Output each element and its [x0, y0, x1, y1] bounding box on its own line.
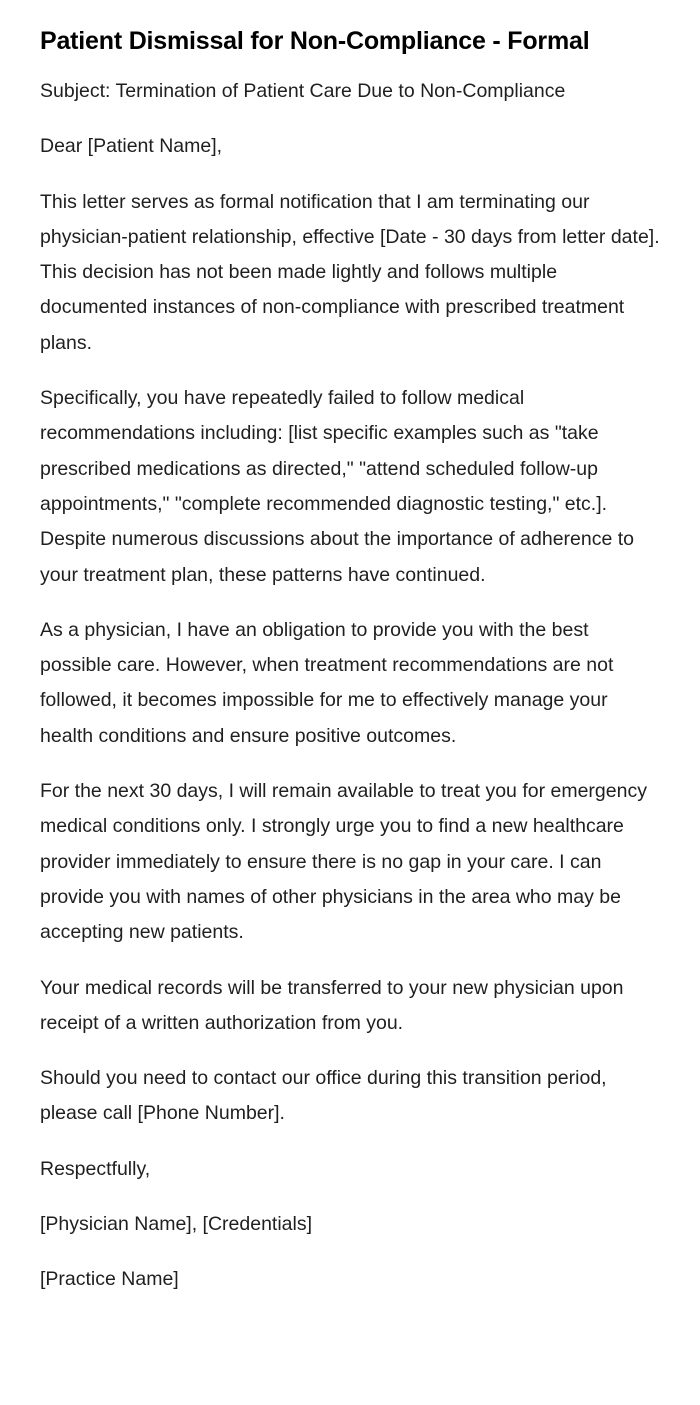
closing: Respectfully,: [40, 1157, 151, 1180]
document-title: Patient Dismissal for Non-Compliance - Formal: [40, 27, 590, 55]
subject-line: Subject: Termination of Patient Care Due to Non-Compliance: [40, 80, 566, 102]
body-paragraph-emergency-care: For the next 30 days, I will remain available to treat you for emergency medical conditions only. I strongly urge you to find a new healthcare provider immediately to ensure there is no gap in your care. I can provide you with names of other physicians in the area who may be accepting new patients.: [40, 780, 647, 944]
practice-name: [Practice Name]: [40, 1268, 179, 1291]
salutation: Dear [Patient Name],: [40, 135, 223, 158]
signature-name: [Physician Name], [Credentials]: [40, 1213, 313, 1236]
body-paragraph-contact: Should you need to contact our office during this transition period, please call [Phone Number].: [40, 1067, 607, 1125]
body-paragraph-notification: This letter serves as formal notification that I am terminating our physician-patient relationship, effective [Date - 30 days from letter date]. This decision has not been made lightly and follows multiple documented instances of non-compliance with prescribed treatment plans.: [40, 190, 660, 354]
body-paragraph-non-compliance-details: Specifically, you have repeatedly failed to follow medical recommendations including: [list specific examples such as "take prescribed medications as directed," "attend scheduled follow-up appointments," "complete recommended diagnostic testing," etc.]. Despite numerous discussions about the importance of adherence to your treatment plan, these patterns have continued.: [40, 387, 635, 586]
body-paragraph-obligation: As a physician, I have an obligation to provide you with the best possible care. However, when treatment recommendations are not followed, it becomes impossible for me to effectively manage your health conditions and ensure positive outcomes.: [40, 618, 614, 747]
body-paragraph-medical-records: Your medical records will be transferred to your new physician upon receipt of a written authorization from you.: [40, 976, 624, 1034]
